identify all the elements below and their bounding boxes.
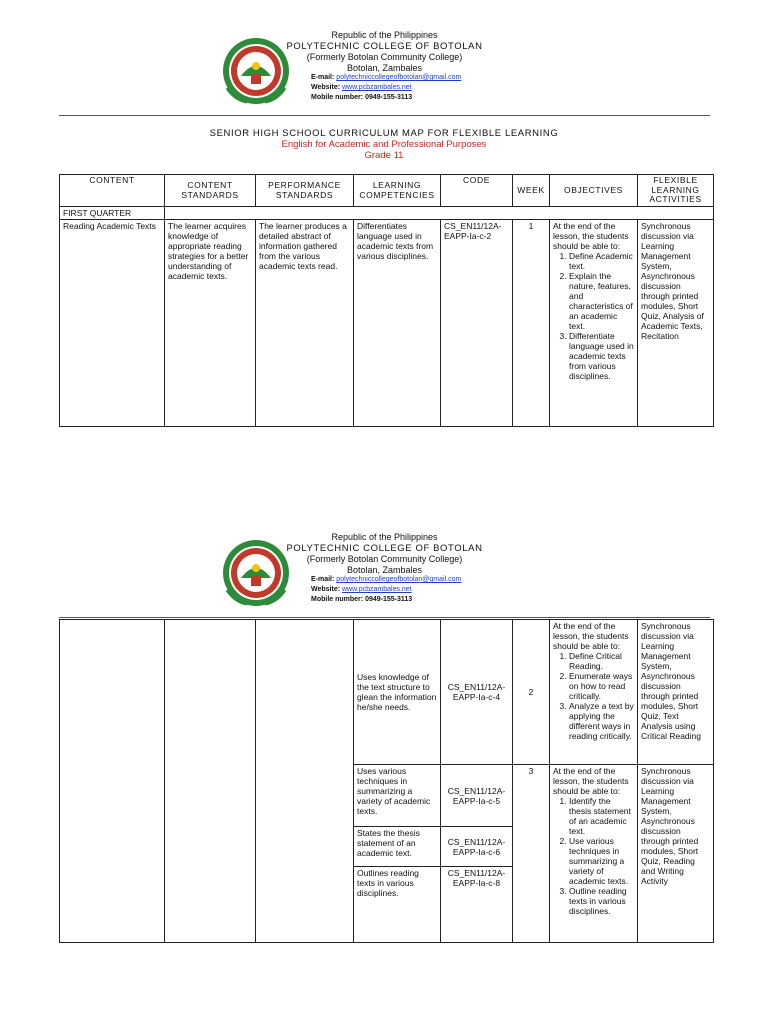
mobile-number: 0949-155-3113 bbox=[365, 94, 413, 101]
code-cell: CS_EN11/12A-EAPP-Ia-c-6 bbox=[441, 827, 513, 867]
col-content: CONTENT bbox=[60, 175, 165, 207]
curriculum-table-1 bbox=[59, 174, 714, 427]
email-link[interactable]: polytechniccollegeofbotolan@gmail.com bbox=[336, 576, 462, 583]
objectives-intro: At the end of the lesson, the students should be able to: bbox=[553, 621, 629, 651]
code-cell: CS_EN11/12A-EAPP-Ia-c-8 bbox=[441, 867, 513, 943]
competency-cell: Uses various techniques in summarizing a variety of academic texts. bbox=[354, 765, 441, 827]
content-standard-cell: The learner acquires knowledge of appropriate reading strategies for a better understanding of academic texts. bbox=[165, 220, 256, 427]
email-label: E-mail: bbox=[311, 576, 335, 583]
performance-standard-cell: The learner produces a detailed abstract of information gathered from the various academic texts read. bbox=[256, 220, 354, 427]
formerly-line: (Formerly Botolan Community College) bbox=[306, 554, 463, 564]
website-link[interactable]: www.pcbzambales.net bbox=[342, 84, 412, 91]
republic-line: Republic of the Philippines bbox=[331, 30, 438, 40]
content-cell: Reading Academic Texts bbox=[60, 220, 165, 427]
objectives-cell bbox=[550, 220, 638, 427]
quarter-label: FIRST QUARTER bbox=[60, 207, 165, 220]
contact-block bbox=[311, 575, 461, 605]
objectives-cell bbox=[550, 620, 638, 765]
code-cell: CS_EN11/12A-EAPP-Ia-c-4 bbox=[441, 620, 513, 765]
week-cell: 1 bbox=[513, 220, 550, 427]
college-name: POLYTECHNIC COLLEGE OF BOTOLAN bbox=[286, 41, 483, 52]
college-name: POLYTECHNIC COLLEGE OF BOTOLAN bbox=[286, 543, 483, 554]
competency-cell: States the thesis statement of an academic text. bbox=[354, 827, 441, 867]
col-week: WEEK bbox=[513, 175, 550, 207]
col-objectives: OBJECTIVES bbox=[550, 175, 638, 207]
quarter-row bbox=[60, 207, 714, 220]
website-label: Website: bbox=[311, 586, 341, 593]
website-label: Website: bbox=[311, 84, 341, 91]
objectives-cell bbox=[550, 765, 638, 943]
header-divider bbox=[59, 115, 710, 116]
col-learning-competencies: LEARNING COMPETENCIES bbox=[354, 175, 441, 207]
letterhead-2 bbox=[0, 502, 768, 612]
objective-item: 1. Define Critical Reading. bbox=[569, 651, 634, 671]
objective-item: 2. Explain the nature, features, and characteristics of an academic text. bbox=[569, 271, 634, 331]
table-row bbox=[60, 620, 714, 765]
republic-line: Republic of the Philippines bbox=[331, 532, 438, 542]
grade-title: Grade 11 bbox=[364, 150, 404, 161]
competency-cell: Uses knowledge of the text structure to glean the information he/she needs. bbox=[354, 620, 441, 765]
header-row bbox=[60, 175, 714, 207]
mobile-label: Mobile number: bbox=[311, 596, 364, 603]
map-title: SENIOR HIGH SCHOOL CURRICULUM MAP FOR FLEXIBLE LEARNING bbox=[209, 128, 559, 139]
subject-title: English for Academic and Professional Purposes bbox=[281, 139, 487, 150]
objectives-list bbox=[553, 796, 634, 916]
objective-item: 1. Identify the thesis statement of an academic text. bbox=[569, 796, 634, 836]
code-cell: CS_EN11/12A-EAPP-Ia-c-2 bbox=[441, 220, 513, 427]
email-label: E-mail: bbox=[311, 74, 335, 81]
location-line: Botolan, Zambales bbox=[346, 63, 423, 73]
header-divider bbox=[59, 617, 710, 618]
mobile-number: 0949-155-3113 bbox=[365, 596, 413, 603]
objective-item: 1. Define Academic text. bbox=[569, 251, 634, 271]
college-seal-icon bbox=[221, 538, 291, 608]
objective-item: 2. Enumerate ways on how to read critically. bbox=[569, 671, 634, 701]
website-link[interactable]: www.pcbzambales.net bbox=[342, 586, 412, 593]
letterhead-text bbox=[282, 30, 487, 74]
col-performance-standards: PERFORMANCE STANDARDS bbox=[256, 175, 354, 207]
objectives-list bbox=[553, 251, 634, 381]
table-row bbox=[60, 220, 714, 427]
letterhead-1 bbox=[0, 0, 768, 110]
location-line: Botolan, Zambales bbox=[346, 565, 423, 575]
objectives-intro: At the end of the lesson, the students should be able to: bbox=[553, 766, 629, 796]
mobile-label: Mobile number: bbox=[311, 94, 364, 101]
formerly-line: (Formerly Botolan Community College) bbox=[306, 52, 463, 62]
document-title bbox=[0, 128, 768, 161]
col-code: CODE bbox=[441, 175, 513, 207]
email-link[interactable]: polytechniccollegeofbotolan@gmail.com bbox=[336, 74, 462, 81]
objectives-list bbox=[553, 651, 634, 741]
week-cell: 2 bbox=[513, 620, 550, 765]
objectives-intro: At the end of the lesson, the students should be able to: bbox=[553, 221, 629, 251]
letterhead-text bbox=[282, 532, 487, 576]
activities-cell: Synchronous discussion via Learning Management System, Asynchronous discussion through printed modules, Short Quiz, Text Analysis using Critical Reading bbox=[638, 620, 714, 765]
activities-cell: Synchronous discussion via Learning Management System, Asynchronous discussion through printed modules, Short Quiz, Reading and Writing Activity bbox=[638, 765, 714, 943]
objective-item: 3. Differentiate language used in academic texts from various disciplines. bbox=[569, 331, 634, 381]
col-content-standards: CONTENT STANDARDS bbox=[165, 175, 256, 207]
code-cell: CS_EN11/12A-EAPP-Ia-c-5 bbox=[441, 765, 513, 827]
contact-block bbox=[311, 73, 461, 103]
competency-cell: Outlines reading texts in various disciplines. bbox=[354, 867, 441, 943]
objective-item: 3. Outline reading texts in various disciplines. bbox=[569, 886, 634, 916]
week-cell: 3 bbox=[513, 765, 550, 943]
col-flexible-activities: FLEXIBLE LEARNING ACTIVITIES bbox=[638, 175, 714, 207]
activities-cell: Synchronous discussion via Learning Management System, Asynchronous discussion through printed modules, Short Quiz, Analysis of Academic Texts, Recitation bbox=[638, 220, 714, 427]
objective-item: 3. Analyze a text by applying the different ways in reading critically. bbox=[569, 701, 634, 741]
objective-item: 2. Use various techniques in summarizing a variety of academic texts. bbox=[569, 836, 634, 886]
college-seal-icon bbox=[221, 36, 291, 106]
competency-cell: Differentiates language used in academic texts from various disciplines. bbox=[354, 220, 441, 427]
curriculum-table-2 bbox=[59, 619, 714, 943]
